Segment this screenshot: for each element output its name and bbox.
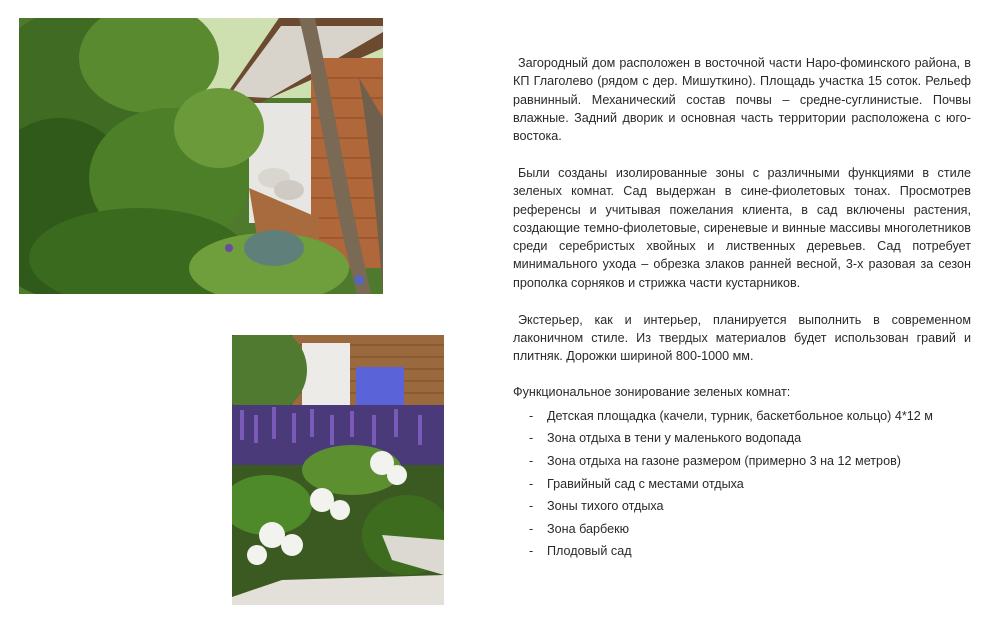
list-bullet: - [529, 476, 534, 491]
list-item-text: Плодовый сад [547, 544, 632, 559]
list-item-text: Зона отдыха в тени у маленького водопада [547, 431, 802, 446]
list-item-text: Детская площадка (качели, турник, баскетбольное кольцо) 4*12 м [547, 408, 933, 423]
garden-room-illustration [19, 18, 383, 294]
list-item-text: Гравийный сад с местами отдыха [547, 476, 744, 491]
list-item-text: Зона барбекю [547, 521, 630, 536]
list-item [513, 540, 971, 563]
paragraph-materials: Экстерьер, как и интерьер, планируется выполнить в современном лаконичном стиле. Из твердых материалов будет использован гравий и плитняк. Дорожки шириной 800-1000 мм. [513, 312, 971, 364]
list-bullet: - [529, 499, 534, 514]
paragraph-site-description: Загородный дом расположен в восточной части Наро-фоминского района, в КП Глаголево (рядом с дер. Мишуткино). Площадь участка 15 соток. Рельеф равнинный. Механический состав почвы – средне-суглинистые. Почвы влажные. Задний дворик и основная часть территории расположена с юго-востока. [513, 56, 971, 144]
zoning-title: Функциональное зонирование зеленых комнат: [513, 385, 791, 400]
flower-border-photo [232, 335, 444, 605]
flower-border-illustration [232, 335, 444, 605]
list-bullet: - [529, 408, 534, 423]
list-item-text: Зоны тихого отдыха [547, 499, 664, 514]
description-text [513, 54, 971, 563]
list-bullet: - [529, 453, 534, 468]
list-item [513, 473, 971, 496]
zoning-list [513, 405, 971, 563]
list-bullet: - [529, 521, 534, 536]
paragraph-garden-concept: Были созданы изолированные зоны с различными функциями в стиле зеленых комнат. Сад выдержан в сине-фиолетовых тонах. Просмотрев референсы и учитывая пожелания клиента, в сад включены растения, создающие темно-фиолетовые, сиреневые и винные массивы многолетников среди серебристых хвойных и лиственных деревьев. Сад потребует минимального ухода – обрезка злаков ранней весной, 3-х разовая за сезон прополка сорняков и стрижка части кустарников. [513, 165, 971, 290]
list-item-text: Зона отдыха на газоне размером (примерно 3 на 12 метров) [547, 453, 901, 468]
garden-room-photo [19, 18, 383, 294]
list-item [513, 518, 971, 541]
list-item [513, 495, 971, 518]
list-item [513, 450, 971, 473]
list-item [513, 427, 971, 450]
list-bullet: - [529, 431, 534, 446]
list-item [513, 405, 971, 428]
list-bullet: - [529, 544, 534, 559]
